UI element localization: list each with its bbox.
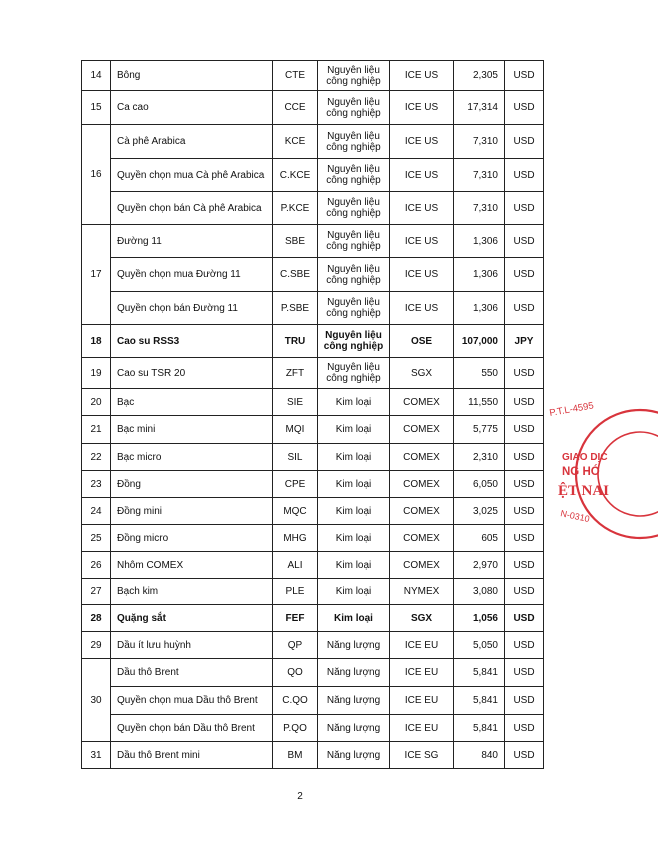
table-row bbox=[82, 61, 544, 91]
commodity-group: Năng lượng bbox=[318, 715, 390, 742]
commodity-name: Quyền chọn mua Cà phê Arabica bbox=[111, 159, 273, 192]
row-number: 31 bbox=[82, 742, 111, 769]
commodity-name: Bông bbox=[111, 61, 273, 91]
exchange: ICE US bbox=[390, 258, 454, 292]
commodity-group: Kim loại bbox=[318, 498, 390, 525]
exchange: SGX bbox=[390, 358, 454, 389]
margin-value: 2,970 bbox=[454, 552, 505, 579]
row-number: 28 bbox=[82, 605, 111, 632]
commodity-code: SIL bbox=[273, 444, 318, 471]
currency: USD bbox=[505, 715, 544, 742]
exchange: ICE US bbox=[390, 159, 454, 192]
commodity-group: Nguyên liệu công nghiệp bbox=[318, 125, 390, 159]
row-number: 26 bbox=[82, 552, 111, 579]
commodity-code: P.SBE bbox=[273, 292, 318, 325]
margin-value: 17,314 bbox=[454, 91, 505, 125]
margin-value: 5,841 bbox=[454, 659, 505, 687]
table-row bbox=[82, 192, 544, 225]
exchange: COMEX bbox=[390, 416, 454, 444]
exchange: ICE US bbox=[390, 225, 454, 258]
commodity-name: Đồng mini bbox=[111, 498, 273, 525]
margin-value: 5,775 bbox=[454, 416, 505, 444]
row-number: 22 bbox=[82, 444, 111, 471]
seal-text-line2: GIAO DỊC bbox=[562, 452, 608, 463]
commodity-code: PLE bbox=[273, 579, 318, 605]
company-seal bbox=[548, 400, 658, 544]
currency: USD bbox=[505, 125, 544, 159]
commodity-code: TRU bbox=[273, 325, 318, 358]
margin-value: 550 bbox=[454, 358, 505, 389]
commodity-name: Bạc bbox=[111, 389, 273, 416]
currency: USD bbox=[505, 525, 544, 552]
commodity-name: Cà phê Arabica bbox=[111, 125, 273, 159]
margin-value: 1,306 bbox=[454, 258, 505, 292]
table-row bbox=[82, 632, 544, 659]
commodity-name: Bạch kim bbox=[111, 579, 273, 605]
commodity-code: CCE bbox=[273, 91, 318, 125]
table-row bbox=[82, 687, 544, 715]
margin-value: 11,550 bbox=[454, 389, 505, 416]
commodity-code: MQC bbox=[273, 498, 318, 525]
seal-text-top: P.T.L-4595 bbox=[548, 400, 595, 419]
page-number: 2 bbox=[297, 791, 303, 802]
commodity-name: Dầu ít lưu huỳnh bbox=[111, 632, 273, 659]
currency: USD bbox=[505, 91, 544, 125]
table-row bbox=[82, 292, 544, 325]
commodity-code: QP bbox=[273, 632, 318, 659]
row-number: 15 bbox=[82, 91, 111, 125]
exchange: SGX bbox=[390, 605, 454, 632]
currency: USD bbox=[505, 471, 544, 498]
currency: USD bbox=[505, 159, 544, 192]
margin-value: 2,305 bbox=[454, 61, 505, 91]
margin-value: 7,310 bbox=[454, 125, 505, 159]
table-row bbox=[82, 444, 544, 471]
commodity-code: MHG bbox=[273, 525, 318, 552]
margin-value: 7,310 bbox=[454, 159, 505, 192]
exchange: COMEX bbox=[390, 444, 454, 471]
exchange: ICE EU bbox=[390, 715, 454, 742]
commodity-group: Nguyên liệu công nghiệp bbox=[318, 91, 390, 125]
row-number: 17 bbox=[82, 225, 111, 325]
commodity-name: Dầu thô Brent bbox=[111, 659, 273, 687]
table-row bbox=[82, 659, 544, 687]
margin-value: 5,050 bbox=[454, 632, 505, 659]
commodity-code: ALI bbox=[273, 552, 318, 579]
commodity-name: Quyền chọn bán Cà phê Arabica bbox=[111, 192, 273, 225]
commodity-name: Bạc mini bbox=[111, 416, 273, 444]
currency: USD bbox=[505, 605, 544, 632]
exchange: OSE bbox=[390, 325, 454, 358]
currency: USD bbox=[505, 61, 544, 91]
commodity-group: Nguyên liệu công nghiệp bbox=[318, 159, 390, 192]
table-row bbox=[82, 498, 544, 525]
margin-value: 1,306 bbox=[454, 292, 505, 325]
commodity-name: Cao su TSR 20 bbox=[111, 358, 273, 389]
commodity-code: C.SBE bbox=[273, 258, 318, 292]
commodity-code: SIE bbox=[273, 389, 318, 416]
exchange: ICE EU bbox=[390, 659, 454, 687]
commodity-name: Dầu thô Brent mini bbox=[111, 742, 273, 769]
commodity-name: Bạc micro bbox=[111, 444, 273, 471]
commodity-code: SBE bbox=[273, 225, 318, 258]
margin-value: 3,025 bbox=[454, 498, 505, 525]
currency: USD bbox=[505, 552, 544, 579]
table-row bbox=[82, 258, 544, 292]
exchange: COMEX bbox=[390, 471, 454, 498]
commodity-code: P.QO bbox=[273, 715, 318, 742]
margin-value: 5,841 bbox=[454, 715, 505, 742]
table-row bbox=[82, 159, 544, 192]
commodity-group: Kim loại bbox=[318, 389, 390, 416]
row-number: 23 bbox=[82, 471, 111, 498]
margin-value: 7,310 bbox=[454, 192, 505, 225]
exchange: COMEX bbox=[390, 525, 454, 552]
commodity-group: Nguyên liệu công nghiệp bbox=[318, 292, 390, 325]
currency: USD bbox=[505, 579, 544, 605]
currency: USD bbox=[505, 389, 544, 416]
commodity-group: Năng lượng bbox=[318, 687, 390, 715]
currency: USD bbox=[505, 687, 544, 715]
table-row bbox=[82, 579, 544, 605]
row-number: 18 bbox=[82, 325, 111, 358]
margin-value: 840 bbox=[454, 742, 505, 769]
row-number: 19 bbox=[82, 358, 111, 389]
commodity-name: Quyền chọn mua Dầu thô Brent bbox=[111, 687, 273, 715]
commodity-group: Kim loại bbox=[318, 444, 390, 471]
seal-text-line4: ỆT NAI bbox=[558, 483, 609, 499]
table-row bbox=[82, 471, 544, 498]
seal-text-line3: NG HÓ bbox=[562, 466, 600, 478]
commodity-group: Kim loại bbox=[318, 416, 390, 444]
exchange: COMEX bbox=[390, 389, 454, 416]
seal-text-bottom: N-0310 bbox=[559, 508, 591, 525]
commodity-group: Kim loại bbox=[318, 552, 390, 579]
table-row bbox=[82, 389, 544, 416]
currency: USD bbox=[505, 742, 544, 769]
commodity-group: Nguyên liệu công nghiệp bbox=[318, 225, 390, 258]
currency: USD bbox=[505, 416, 544, 444]
currency: USD bbox=[505, 358, 544, 389]
commodity-table bbox=[81, 60, 544, 769]
currency: USD bbox=[505, 225, 544, 258]
exchange: ICE US bbox=[390, 192, 454, 225]
currency: USD bbox=[505, 444, 544, 471]
commodity-group: Kim loại bbox=[318, 471, 390, 498]
commodity-group: Nguyên liệu công nghiệp bbox=[318, 325, 390, 358]
commodity-name: Quặng sắt bbox=[111, 605, 273, 632]
row-number: 29 bbox=[82, 632, 111, 659]
currency: JPY bbox=[505, 325, 544, 358]
seal-inner-ring bbox=[598, 432, 658, 516]
row-number: 25 bbox=[82, 525, 111, 552]
currency: USD bbox=[505, 659, 544, 687]
exchange: ICE US bbox=[390, 91, 454, 125]
commodity-code: MQI bbox=[273, 416, 318, 444]
commodity-code: BM bbox=[273, 742, 318, 769]
commodity-code: FEF bbox=[273, 605, 318, 632]
row-number: 27 bbox=[82, 579, 111, 605]
commodity-group: Kim loại bbox=[318, 579, 390, 605]
commodity-code: C.KCE bbox=[273, 159, 318, 192]
row-number: 21 bbox=[82, 416, 111, 444]
margin-value: 6,050 bbox=[454, 471, 505, 498]
commodity-group: Nguyên liệu công nghiệp bbox=[318, 192, 390, 225]
exchange: ICE SG bbox=[390, 742, 454, 769]
commodity-code: CPE bbox=[273, 471, 318, 498]
currency: USD bbox=[505, 632, 544, 659]
exchange: NYMEX bbox=[390, 579, 454, 605]
currency: USD bbox=[505, 258, 544, 292]
commodity-group: Năng lượng bbox=[318, 659, 390, 687]
table-row bbox=[82, 552, 544, 579]
table-row bbox=[82, 325, 544, 358]
exchange: ICE US bbox=[390, 125, 454, 159]
commodity-name: Đồng micro bbox=[111, 525, 273, 552]
table-row bbox=[82, 358, 544, 389]
exchange: ICE US bbox=[390, 292, 454, 325]
commodity-code: QO bbox=[273, 659, 318, 687]
commodity-code: KCE bbox=[273, 125, 318, 159]
commodity-code: P.KCE bbox=[273, 192, 318, 225]
margin-value: 605 bbox=[454, 525, 505, 552]
commodity-name: Cao su RSS3 bbox=[111, 325, 273, 358]
exchange: ICE EU bbox=[390, 687, 454, 715]
commodity-group: Nguyên liệu công nghiệp bbox=[318, 258, 390, 292]
commodity-code: ZFT bbox=[273, 358, 318, 389]
margin-value: 1,306 bbox=[454, 225, 505, 258]
currency: USD bbox=[505, 292, 544, 325]
margin-value: 5,841 bbox=[454, 687, 505, 715]
margin-value: 1,056 bbox=[454, 605, 505, 632]
table-row bbox=[82, 416, 544, 444]
exchange: COMEX bbox=[390, 552, 454, 579]
row-number: 16 bbox=[82, 125, 111, 225]
commodity-group: Kim loại bbox=[318, 605, 390, 632]
commodity-name: Quyền chọn bán Dầu thô Brent bbox=[111, 715, 273, 742]
table-row bbox=[82, 742, 544, 769]
margin-value: 2,310 bbox=[454, 444, 505, 471]
commodity-group: Nguyên liệu công nghiệp bbox=[318, 358, 390, 389]
table-row bbox=[82, 605, 544, 632]
table-row bbox=[82, 125, 544, 159]
row-number: 24 bbox=[82, 498, 111, 525]
currency: USD bbox=[505, 498, 544, 525]
commodity-code: CTE bbox=[273, 61, 318, 91]
currency: USD bbox=[505, 192, 544, 225]
row-number: 20 bbox=[82, 389, 111, 416]
table-row bbox=[82, 525, 544, 552]
commodity-group: Nguyên liệu công nghiệp bbox=[318, 61, 390, 91]
table-row bbox=[82, 225, 544, 258]
commodity-name: Nhôm COMEX bbox=[111, 552, 273, 579]
commodity-name: Ca cao bbox=[111, 91, 273, 125]
table-row bbox=[82, 715, 544, 742]
margin-value: 107,000 bbox=[454, 325, 505, 358]
row-number: 14 bbox=[82, 61, 111, 91]
exchange: ICE US bbox=[390, 61, 454, 91]
table-row bbox=[82, 91, 544, 125]
margin-value: 3,080 bbox=[454, 579, 505, 605]
commodity-name: Đồng bbox=[111, 471, 273, 498]
commodity-name: Quyền chọn mua Đường 11 bbox=[111, 258, 273, 292]
commodity-name: Đường 11 bbox=[111, 225, 273, 258]
commodity-group: Năng lượng bbox=[318, 742, 390, 769]
commodity-name: Quyền chọn bán Đường 11 bbox=[111, 292, 273, 325]
commodity-group: Kim loại bbox=[318, 525, 390, 552]
exchange: ICE EU bbox=[390, 632, 454, 659]
commodity-code: C.QO bbox=[273, 687, 318, 715]
commodity-group: Năng lượng bbox=[318, 632, 390, 659]
row-number: 30 bbox=[82, 659, 111, 742]
exchange: COMEX bbox=[390, 498, 454, 525]
